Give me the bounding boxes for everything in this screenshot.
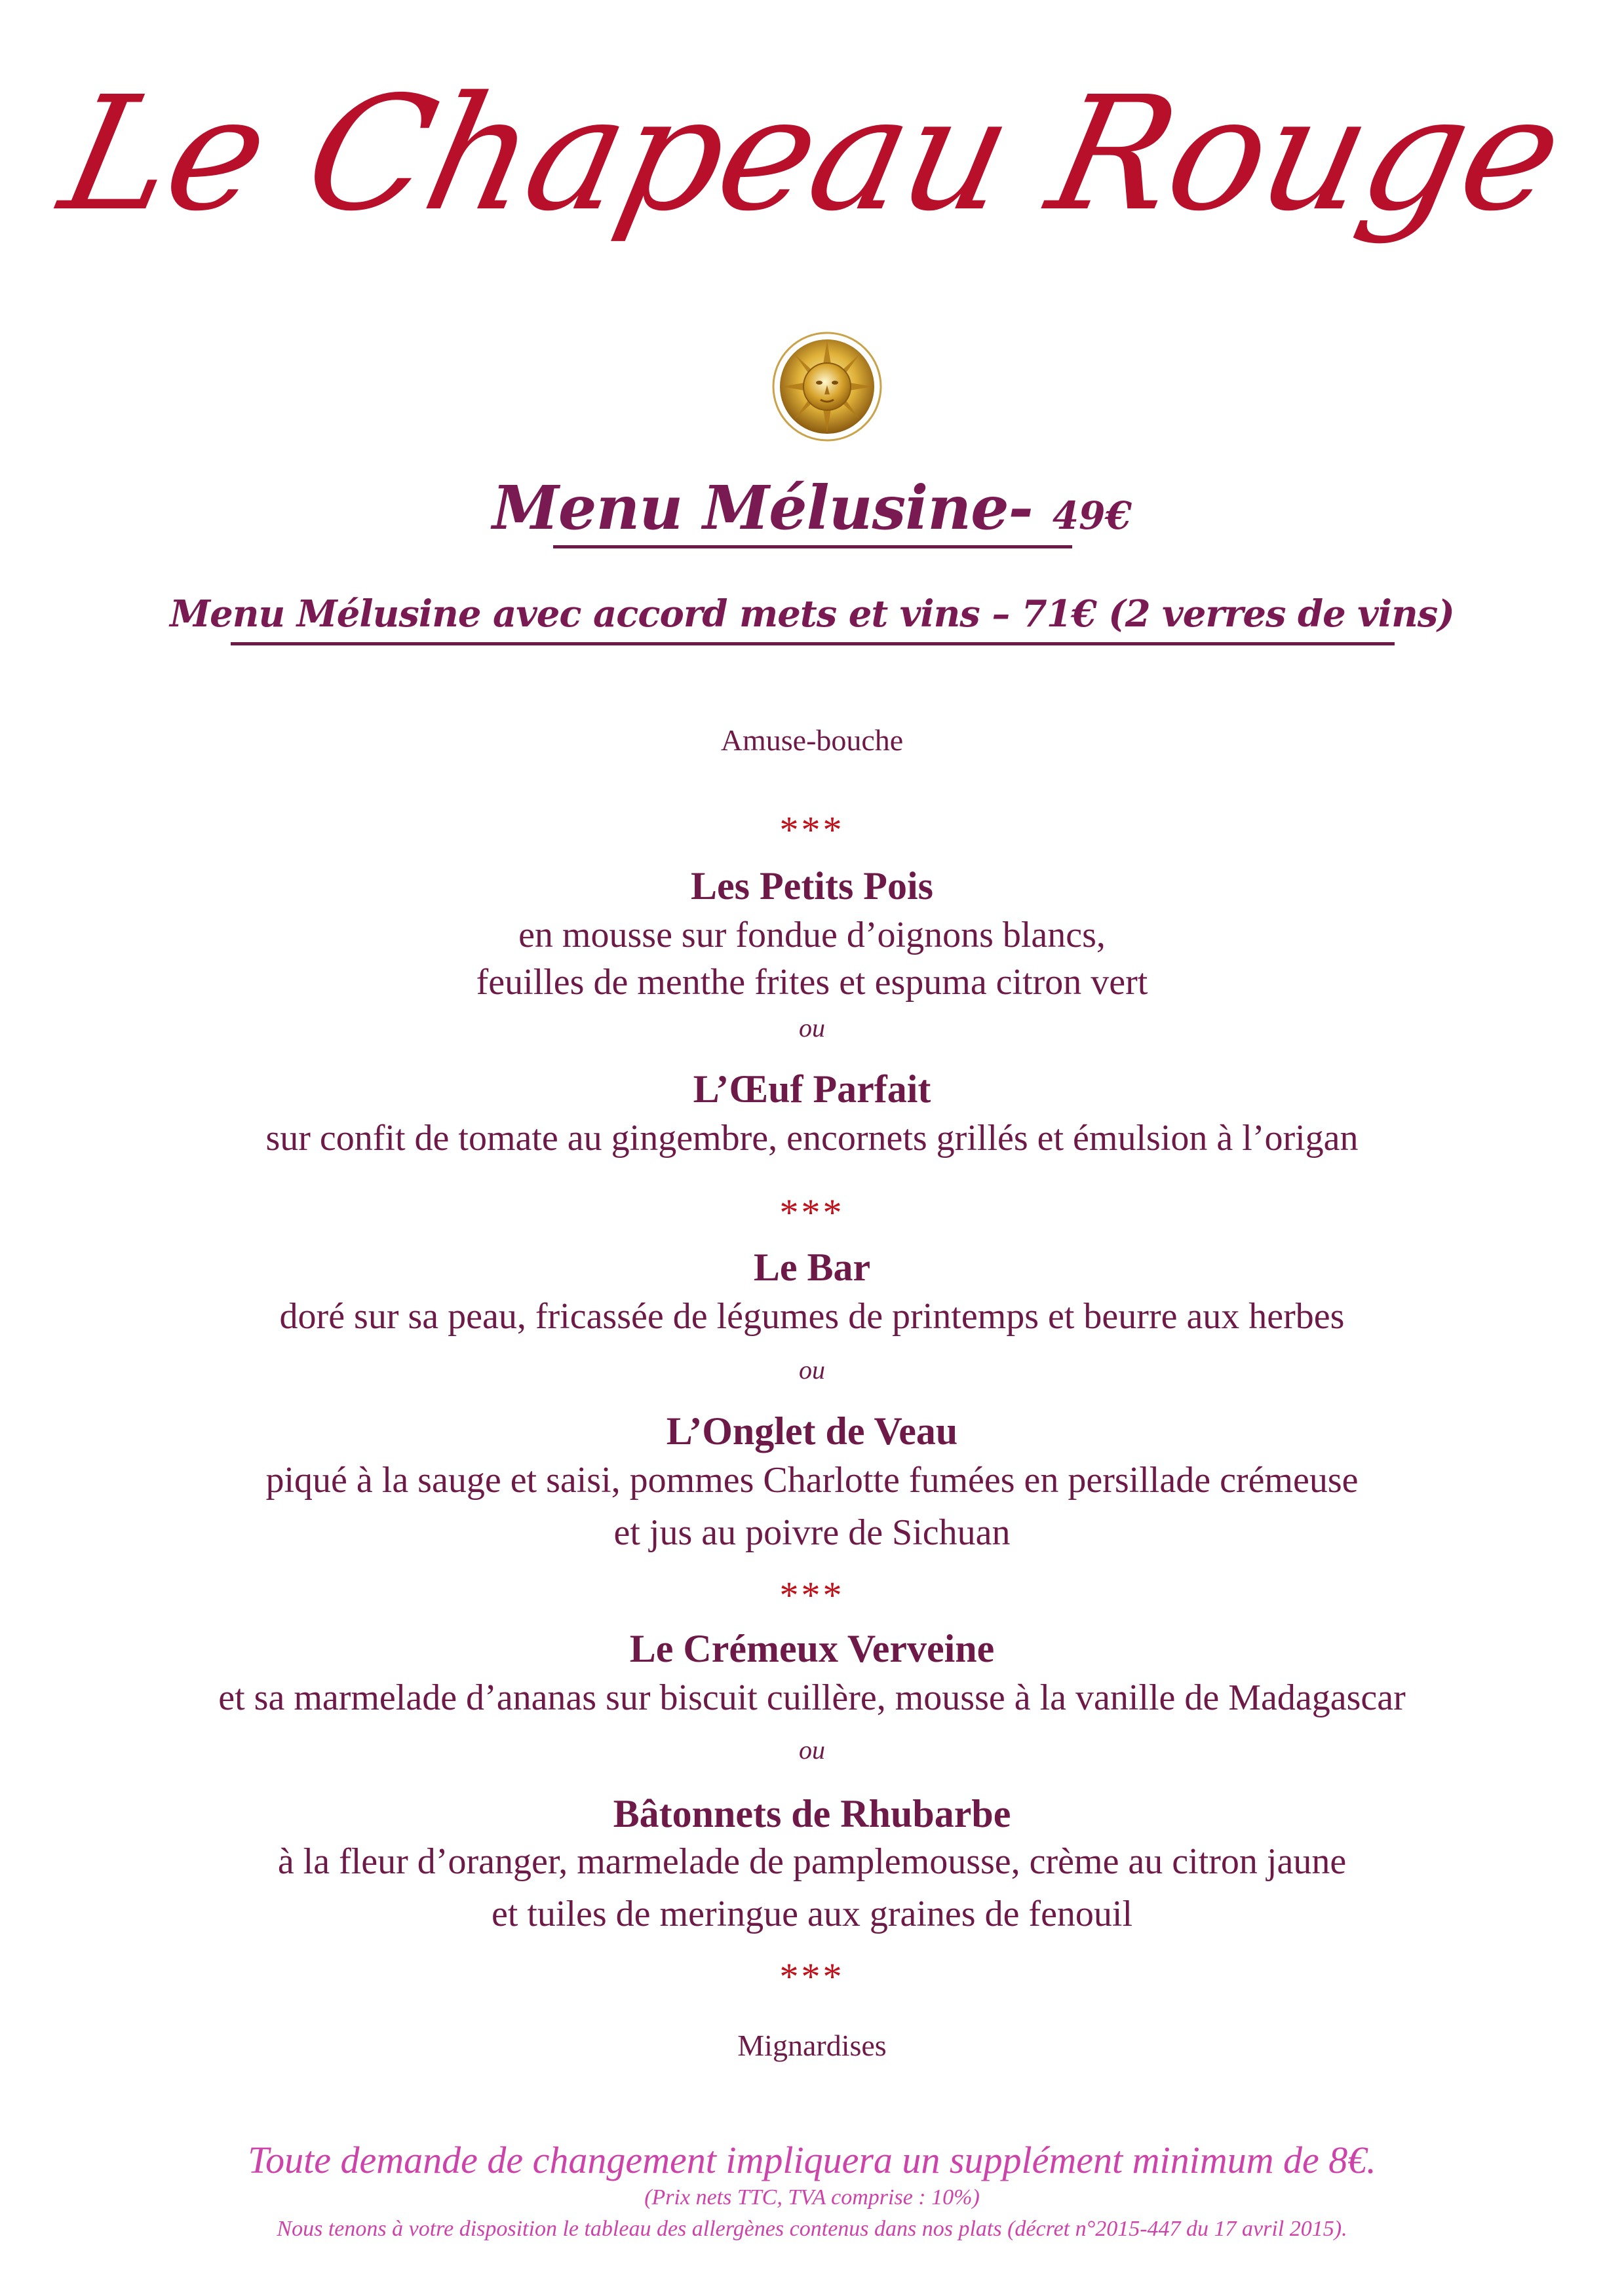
separator-stars: ***	[779, 1955, 845, 1998]
dish-description: sur confit de tomate au gingembre, encornets grillés et émulsion à l’origan	[265, 1118, 1359, 1158]
logo-text: Le Chapeau Rouge	[48, 62, 1576, 246]
dish-title: Le Crémeux Verveine	[629, 1627, 995, 1670]
dish-description: piqué à la sauge et saisi, pommes Charlotte fumées en persillade crémeuse	[265, 1460, 1359, 1501]
change-surcharge-notice: Toute demande de changement impliquera un supplément minimum de 8€.	[248, 2139, 1376, 2181]
title-underline	[553, 545, 1072, 548]
dish-description: doré sur sa peau, fricassée de légumes de printemps et beurre aux herbes	[279, 1296, 1345, 1337]
or-separator: ou	[799, 1735, 825, 1765]
menu-wine-pairing: Menu Mélusine avec accord mets et vins – 71€ (2 verres de vins)	[170, 592, 1454, 636]
subtitle-underline	[231, 642, 1395, 645]
dish-description: et sa marmelade d’ananas sur biscuit cuillère, mousse à la vanille de Madagascar	[218, 1677, 1406, 1718]
menu-title	[0, 472, 1624, 544]
dish-description: en mousse sur fondue d’oignons blancs,	[518, 915, 1106, 955]
or-separator: ou	[799, 1013, 825, 1043]
dish-title: Le Bar	[753, 1246, 871, 1289]
menu-name: Menu Mélusine-	[492, 472, 1033, 543]
dish-title: Bâtonnets de Rhubarbe	[613, 1792, 1011, 1835]
allergen-notice: Nous tenons à votre disposition le tableau des allergènes contenus dans nos plats (décret n°2015-447 du 17 avril 2015).	[277, 2217, 1347, 2241]
separator-stars: ***	[779, 809, 845, 851]
menu-price: 49€	[1052, 493, 1132, 538]
restaurant-logo	[0, 46, 1624, 262]
dish-title: Les Petits Pois	[691, 864, 933, 908]
dish-description: à la fleur d’oranger, marmelade de pamplemousse, crème au citron jaune	[277, 1841, 1347, 1882]
dish-title: L’Onglet de Veau	[666, 1409, 958, 1453]
or-separator: ou	[799, 1355, 825, 1385]
mignardises: Mignardises	[737, 2029, 887, 2062]
dish-description: feuilles de menthe frites et espuma citron vert	[476, 962, 1148, 1003]
separator-stars: ***	[779, 1574, 845, 1617]
dish-description: et jus au poivre de Sichuan	[613, 1512, 1011, 1553]
dish-title: L’Œuf Parfait	[693, 1067, 931, 1111]
separator-stars: ***	[779, 1191, 845, 1234]
price-tax-note: (Prix nets TTC, TVA comprise : 10%)	[644, 2185, 980, 2210]
amuse-bouche: Amuse-bouche	[720, 723, 904, 757]
sun-emblem-icon	[772, 332, 882, 442]
dish-description: et tuiles de meringue aux graines de fenouil	[491, 1894, 1133, 1934]
